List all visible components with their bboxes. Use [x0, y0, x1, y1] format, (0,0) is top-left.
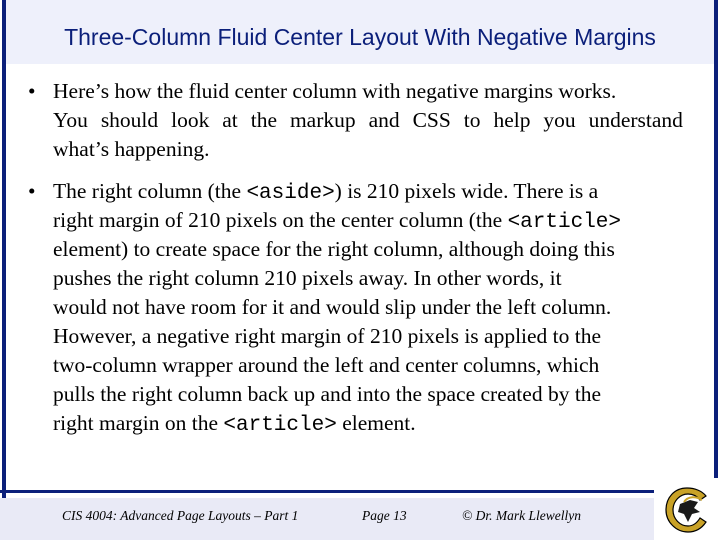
code-article: <article>: [223, 414, 337, 437]
word: you: [543, 108, 576, 132]
bullet-2-line-9: [53, 409, 416, 440]
word: markup: [289, 108, 356, 132]
word: the: [250, 108, 278, 132]
slide-border-left: [2, 0, 6, 498]
text-run: ) is 210 pixels wide. There is a: [334, 179, 599, 203]
text-run: right margin on the: [53, 411, 224, 435]
word: at: [222, 108, 238, 132]
footer-course: CIS 4004: Advanced Page Layouts – Part 1: [62, 508, 299, 523]
text-run: right margin of 210 pixels on the center column (the: [53, 208, 508, 232]
text-run: The right column (the: [53, 179, 247, 203]
university-pegasus-logo-icon: [654, 478, 720, 540]
footer-author: © Dr. Mark Llewellyn: [462, 508, 581, 523]
word: understand: [588, 108, 683, 132]
bullet-icon: •: [28, 179, 36, 203]
word: help: [493, 108, 531, 132]
word: and: [368, 108, 400, 132]
bullet-1-line-3: what’s happening.: [53, 137, 210, 161]
bullet-1-line-1: Here’s how the fluid center column with negative margins works.: [53, 79, 617, 103]
bullet-2-line-5: would not have room for it and would slip under the left column.: [53, 295, 612, 319]
code-aside: <aside>: [246, 182, 335, 205]
word: look: [171, 108, 210, 132]
logo-container: [654, 478, 720, 540]
word: should: [100, 108, 159, 132]
text-run: element.: [336, 411, 416, 435]
word: You: [53, 108, 88, 132]
bullet-2-line-1: [53, 177, 598, 208]
footer-page: Page 13: [362, 508, 407, 523]
title-area: [6, 0, 714, 64]
bullet-2-line-4: pushes the right column 210 pixels away. In other words, it: [53, 266, 562, 290]
slide-border-right: [714, 0, 718, 498]
bullet-2-line-2: [53, 206, 621, 237]
word: CSS: [412, 108, 451, 132]
bullet-2-line-3: element) to create space for the right column, although doing this: [53, 237, 615, 261]
bullet-2-line-8: pulls the right column back up and into the space created by the: [53, 382, 602, 406]
slide-title: Three-Column Fluid Center Layout With Negative Margins: [64, 24, 656, 50]
bullet-1-line-2: [53, 106, 683, 135]
footer-divider: [0, 490, 720, 493]
bullet-2-line-6: However, a negative right margin of 210 pixels is applied to the: [53, 324, 602, 348]
bullet-icon: •: [28, 79, 36, 103]
bullet-2-line-7: two-column wrapper around the left and center columns, which: [53, 353, 600, 377]
code-article: <article>: [507, 211, 621, 234]
word: to: [463, 108, 481, 132]
